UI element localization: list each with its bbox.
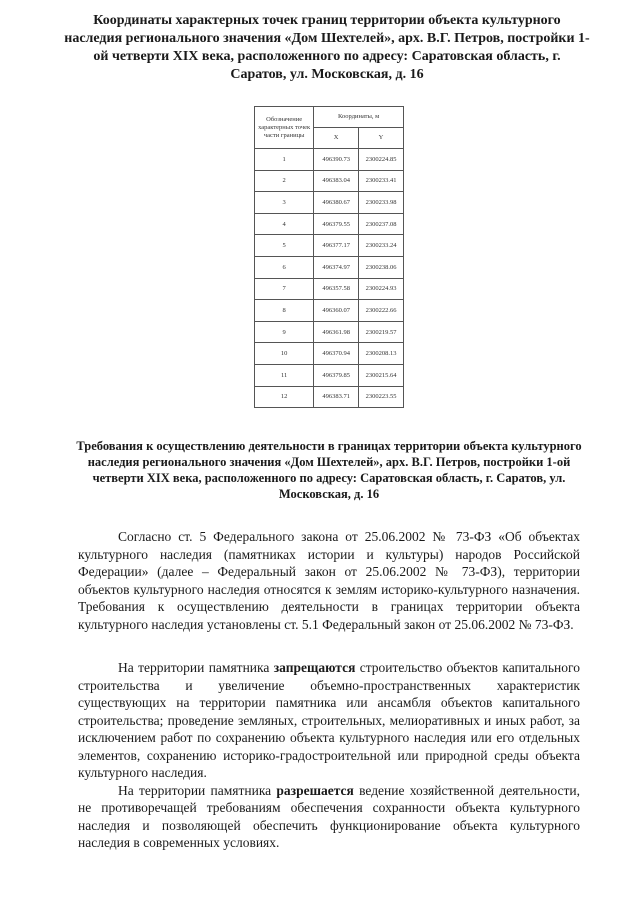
x-coordinate-cell: 496370.94 — [314, 343, 359, 365]
point-number-cell: 3 — [255, 192, 314, 214]
col-point-header: Обозначение характерных точек части границы — [255, 107, 314, 149]
paragraph-allowed-start: На территории памятника — [118, 782, 277, 798]
x-coordinate-cell: 496383.71 — [314, 386, 359, 408]
y-coordinate-cell: 2300223.55 — [359, 386, 404, 408]
y-coordinate-cell: 2300237.08 — [359, 213, 404, 235]
prohibited-keyword: запрещаются — [273, 660, 356, 676]
paragraph-law-reference: Согласно ст. 5 Федерального закона от 25.06.2002 № 73-ФЗ «Об объектах культурного наследия (памятниках истории и культуры) народов Российской Федерации» (далее – Федеральный закон от 25.06.2002 № 73-ФЗ), территории объектов культурного наследия относятся к землям историко-культурного назначения. Требования к осуществлению деятельности в границах территории объекта культурного наследия установлены ст. 5.1 Федеральный закон от 25.06.2002 № 73-ФЗ. — [78, 529, 580, 632]
y-coordinate-cell: 2300222.66 — [359, 300, 404, 322]
paragraph-prohibited — [78, 659, 580, 782]
col-y-header: Y — [359, 128, 404, 149]
point-number-cell: 5 — [255, 235, 314, 257]
table-row — [255, 213, 404, 235]
paragraph-prohibited-rest: строительство объектов капитального строительства и увеличение объемно-пространственных характеристик существующих на территории памятника или ансамбля объектов капитального строительства; проведение земляных, строительных, мелиоративных и иных работ, за исключением работ по сохранению объекта культурного наследия или его отдельных элементов, сохранению историко-градостроительной или природной среды объекта культурного наследия. — [78, 660, 580, 781]
table-row — [255, 192, 404, 214]
table-row — [255, 343, 404, 365]
col-x-header: X — [314, 128, 359, 149]
x-coordinate-cell: 496379.85 — [314, 364, 359, 386]
x-coordinate-cell: 496380.67 — [314, 192, 359, 214]
coordinates-table-body — [255, 149, 404, 408]
x-coordinate-cell: 496374.97 — [314, 256, 359, 278]
point-number-cell: 10 — [255, 343, 314, 365]
coordinates-table — [254, 106, 404, 408]
y-coordinate-cell: 2300233.98 — [359, 192, 404, 214]
x-coordinate-cell: 496383.04 — [314, 170, 359, 192]
col-coords-header: Координаты, м — [314, 107, 404, 128]
point-number-cell: 7 — [255, 278, 314, 300]
x-coordinate-cell: 496377.17 — [314, 235, 359, 257]
x-coordinate-cell: 496379.55 — [314, 213, 359, 235]
y-coordinate-cell: 2300238.06 — [359, 256, 404, 278]
point-number-cell: 11 — [255, 364, 314, 386]
y-coordinate-cell: 2300215.64 — [359, 364, 404, 386]
table-row — [255, 170, 404, 192]
point-number-cell: 4 — [255, 213, 314, 235]
table-row — [255, 321, 404, 343]
point-number-cell: 2 — [255, 170, 314, 192]
point-number-cell: 12 — [255, 386, 314, 408]
paragraph-allowed-rest: ведение хозяйственной деятельности, не противоречащей требованиям обеспечения сохранности объекта культурного наследия и позволяющей обеспечить функционирование объекта культурного наследия в современных условиях. — [78, 782, 580, 851]
y-coordinate-cell: 2300233.41 — [359, 170, 404, 192]
table-row — [255, 364, 404, 386]
table-row — [255, 278, 404, 300]
x-coordinate-cell: 496357.58 — [314, 278, 359, 300]
x-coordinate-cell: 496390.73 — [314, 149, 359, 171]
point-number-cell: 9 — [255, 321, 314, 343]
requirements-title: Требования к осуществлению деятельности в границах территории объекта культурного наследия регионального значения «Дом Шехтелей», арх. В.Г. Петров, постройки 1-ой четверти XIX века, расположенного по адресу: Саратовская область, г. Саратов, ул. Московская, д. 16 — [76, 439, 582, 502]
y-coordinate-cell: 2300224.93 — [359, 278, 404, 300]
document-title: Координаты характерных точек границ территории объекта культурного наследия регионального значения «Дом Шехтелей», арх. В.Г. Петров, постройки 1-ой четверти XIX века, расположенного по адресу: Саратовская область, г. Саратов, ул. Московская, д. 16 — [64, 13, 590, 82]
point-number-cell: 8 — [255, 300, 314, 322]
point-number-cell: 6 — [255, 256, 314, 278]
y-coordinate-cell: 2300219.57 — [359, 321, 404, 343]
table-row — [255, 386, 404, 408]
x-coordinate-cell: 496361.98 — [314, 321, 359, 343]
table-row — [255, 300, 404, 322]
point-number-cell: 1 — [255, 149, 314, 171]
table-row — [255, 235, 404, 257]
table-row — [255, 149, 404, 171]
paragraph-allowed — [78, 782, 580, 852]
x-coordinate-cell: 496360.07 — [314, 300, 359, 322]
allowed-keyword: разрешается — [276, 782, 354, 798]
y-coordinate-cell: 2300233.24 — [359, 235, 404, 257]
table-row — [255, 256, 404, 278]
y-coordinate-cell: 2300224.85 — [359, 149, 404, 171]
paragraph-prohibited-start: На территории памятника — [118, 660, 274, 676]
y-coordinate-cell: 2300208.13 — [359, 343, 404, 365]
